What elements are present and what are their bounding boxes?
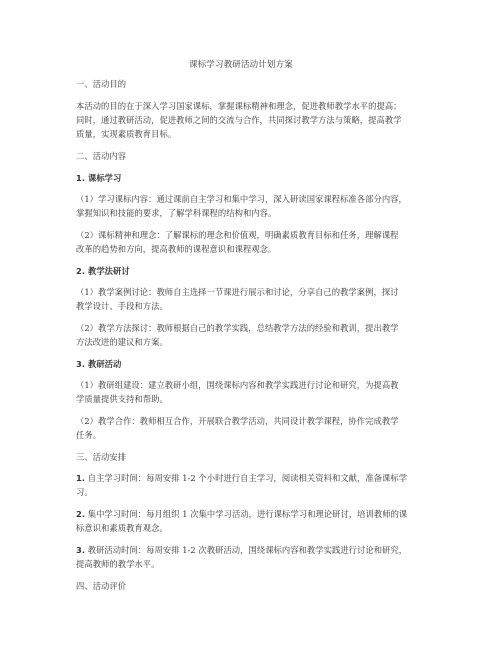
paragraph-line: 同时，通过教研活动，促进教师之间的交流与合作，共同探讨教学方法与策略，提高教学 xyxy=(76,115,402,125)
list-item xyxy=(76,545,407,556)
section-heading-evaluation: 四、活动评价 xyxy=(76,581,127,591)
subsection-title: 教学法研讨 xyxy=(87,266,130,276)
subsection-title: 课标学习 xyxy=(87,173,122,183)
paragraph-line: （1）学习课标内容：通过课前自主学习和集中学习，深入研读国家课程标准各部分内容， xyxy=(76,194,407,204)
paragraph-line: 掌握知识和技能的要求，了解学科课程的结构和内容。 xyxy=(76,208,277,218)
subsection-number: 3. xyxy=(76,359,86,369)
paragraph-line: 方法改进的建议和方案。 xyxy=(76,337,168,347)
document-title: 课标学习教研活动计划方案 xyxy=(189,60,293,70)
paragraph-line: 改革的趋势和方向，提高教师的课程意识和课程观念。 xyxy=(76,244,277,254)
paragraph-line: （1）教研组建设：建立教研小组，围绕课标内容和教学实践进行讨论和研究，为提高教 xyxy=(76,380,399,390)
list-item-number: 3. xyxy=(76,545,86,555)
section-heading-purpose: 一、活动目的 xyxy=(76,79,127,89)
paragraph-line: 提高教师的教学水平。 xyxy=(76,559,160,569)
paragraph-line: （2）教学方法探讨：教师根据自己的教学实践，总结教学方法的经验和教训，提出教学 xyxy=(76,323,399,333)
subsection-number: 1. xyxy=(76,173,86,183)
list-item-text: 集中学习时间：每月组织 1 次集中学习活动，进行课标学习和理论研讨，培训教师的课 xyxy=(87,509,408,519)
list-item xyxy=(76,509,407,520)
paragraph-line: 任务。 xyxy=(76,430,102,440)
paragraph-line: （2）课标精神和理念：了解课标的理念和价值观，明确素质教育目标和任务，理解课程 xyxy=(76,230,399,240)
paragraph-line: 教学设计、手段和方法。 xyxy=(76,301,168,311)
subsection-heading xyxy=(76,266,130,277)
subsection-title: 教研活动 xyxy=(87,359,122,369)
subsection-number: 2. xyxy=(76,266,86,276)
paragraph-line: 质量，实现素质教育目标。 xyxy=(76,129,177,139)
paragraph-line: 标意识和素质教育观念。 xyxy=(76,523,168,533)
list-item-number: 1. xyxy=(76,473,86,483)
paragraph-line: （2）教学合作：教师相互合作，开展联合教学活动，共同设计教学课程，协作完成教学 xyxy=(76,416,399,426)
subsection-heading xyxy=(76,173,121,184)
list-item-text: 教研活动时间：每周安排 1-2 次教研活动，围绕课标内容和教学实践进行讨论和研究， xyxy=(87,545,408,555)
paragraph-line: 学质量提供支持和帮助。 xyxy=(76,394,168,404)
paragraph-line: （1）教学案例讨论：教师自主选择一节课进行展示和讨论，分享自己的教学案例，探讨 xyxy=(76,287,399,297)
section-heading-schedule: 三、活动安排 xyxy=(76,452,127,462)
list-item-number: 2. xyxy=(76,509,86,519)
subsection-heading xyxy=(76,359,121,370)
list-item xyxy=(76,473,407,484)
section-heading-content: 二、活动内容 xyxy=(76,151,127,161)
paragraph-line: 本活动的目的在于深入学习国家课标，掌握课标精神和理念，促进教师教学水平的提高； xyxy=(76,101,402,111)
paragraph-line: 习。 xyxy=(76,487,93,497)
list-item-text: 自主学习时间：每周安排 1-2 个小时进行自主学习，阅读相关资料和文献，准备课标学 xyxy=(87,473,408,483)
